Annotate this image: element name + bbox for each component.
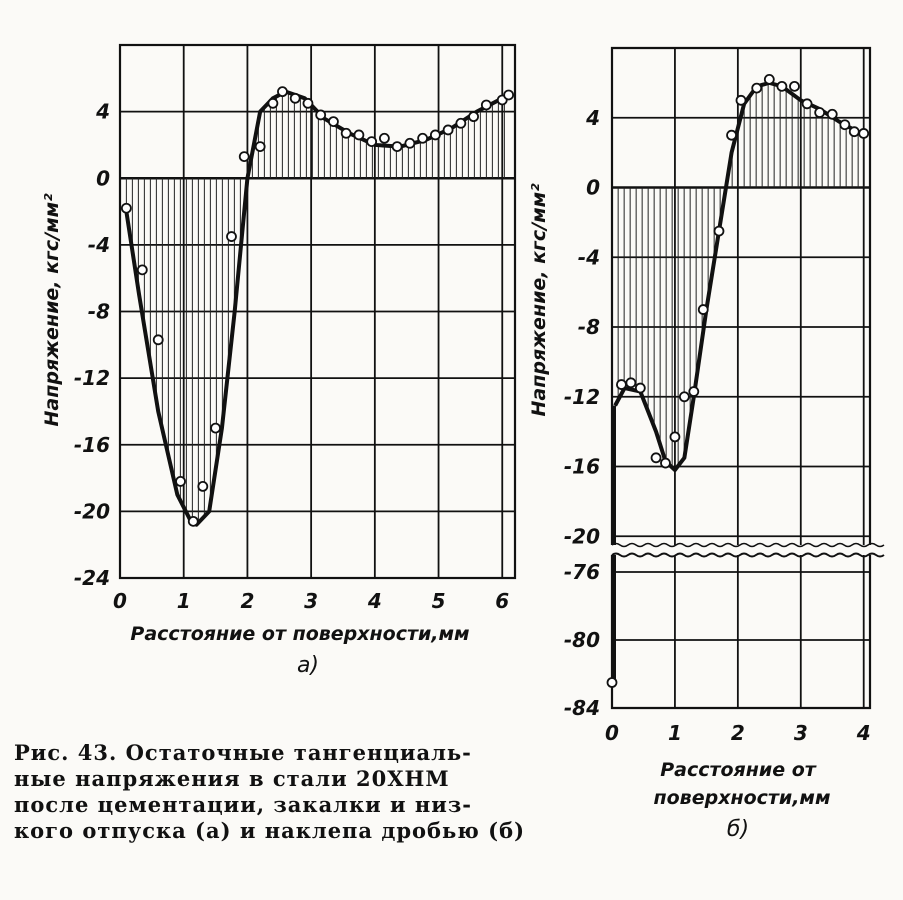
panel-a — [74, 45, 515, 613]
panel-a-xtick: 6 — [495, 589, 510, 613]
panel-b-point — [689, 387, 698, 396]
panel-a-ytick: 4 — [96, 99, 110, 124]
panel-a-xtick: 3 — [304, 589, 319, 613]
caption-line-2: ные напряжения в стали 20ХНМ — [14, 766, 450, 791]
panel-a-ytick: -4 — [87, 232, 110, 257]
panel-a-point — [176, 477, 185, 486]
panel-a-point — [154, 335, 163, 344]
panel-b-ytick-lower: -76 — [563, 560, 600, 584]
panel-a-ylabel: Напряжение, кгс/мм² — [41, 193, 63, 427]
panel-b-point — [727, 131, 736, 140]
panel-a-point — [393, 142, 402, 151]
panel-b-ytick: -20 — [563, 524, 600, 549]
panel-a-point — [367, 137, 376, 146]
panel-b-ytick-lower: -80 — [563, 628, 600, 652]
panel-a-point — [316, 110, 325, 119]
panel-a-point — [431, 130, 440, 139]
panel-a-point — [504, 90, 513, 99]
caption-line-1: Рис. 43. Остаточные тангенциаль- — [14, 740, 472, 765]
panel-a-point — [380, 134, 389, 143]
panel-a-point — [268, 99, 277, 108]
panel-a-xtick: 2 — [240, 589, 255, 613]
panel-a-xtick: 4 — [367, 589, 382, 613]
panel-b-break-line-lower — [612, 554, 884, 557]
panel-b-xtick: 4 — [856, 721, 871, 745]
panel-b-point — [765, 75, 774, 84]
panel-b-point — [670, 432, 679, 441]
panel-b-point — [790, 82, 799, 91]
figure-caption — [14, 740, 554, 844]
panel-a-ytick: -16 — [73, 432, 110, 457]
panel-b-surface-bar — [611, 555, 616, 683]
panel-b-point — [777, 82, 786, 91]
panel-a-ytick: -24 — [73, 566, 110, 590]
panel-a-point — [456, 119, 465, 128]
caption-line-3: после цементации, закалки и низ- — [14, 792, 472, 817]
panel-a-point — [278, 87, 287, 96]
panel-a-point — [240, 152, 249, 161]
panel-a-point — [482, 100, 491, 109]
panel-b-point — [714, 227, 723, 236]
panel-b-ytick-lower: -84 — [563, 696, 600, 720]
panel-a-ytick: -8 — [87, 299, 110, 324]
panel-b-ytick: 0 — [586, 175, 600, 200]
panel-a-xtick: 1 — [176, 589, 191, 613]
panel-b-curve — [615, 83, 867, 470]
panel-a-point — [342, 129, 351, 138]
panel-a-xtick: 0 — [113, 589, 127, 613]
panel-b-xtick: 3 — [793, 721, 808, 745]
panel-a-point — [227, 232, 236, 241]
panel-b-frame-lower — [612, 555, 870, 708]
panel-b-point — [652, 453, 661, 462]
panel-b-xlabel-line1: Расстояние от — [660, 759, 816, 781]
panel-b-xtick: 1 — [667, 721, 682, 745]
panel-a-point — [444, 125, 453, 134]
panel-b-point — [840, 120, 849, 129]
panel-a-point — [405, 139, 414, 148]
panel-a-ytick: -12 — [73, 366, 110, 391]
panel-a-point — [329, 117, 338, 126]
panel-a-ytick: 0 — [96, 166, 110, 191]
panel-b-ytick: -8 — [577, 315, 600, 340]
panel-b-point — [815, 108, 824, 117]
panel-a-point — [256, 142, 265, 151]
panel-a-ytick: -20 — [73, 499, 110, 524]
panel-b-point — [803, 99, 812, 108]
panel-b-point — [828, 110, 837, 119]
panel-b-point — [859, 129, 868, 138]
panel-a-point — [138, 265, 147, 274]
panel-a-point — [418, 134, 427, 143]
panel-b-ylabel: Напряжение, кгс/мм² — [528, 183, 550, 417]
panel-b-point — [617, 380, 626, 389]
panel-b-point — [850, 127, 859, 136]
panel-a-point — [211, 424, 220, 433]
panel-a-xtick: 5 — [431, 589, 446, 613]
panel-b-xtick: 0 — [605, 721, 619, 745]
panel-b-ytick: -16 — [563, 454, 600, 479]
panel-b-sublabel: б) — [726, 817, 750, 842]
caption-line-4: кого отпуска (а) и наклепа дробью (б) — [14, 818, 526, 843]
panel-b-xlabel-line2: поверхности,мм — [653, 787, 831, 809]
panel-b-point — [699, 305, 708, 314]
panel-b-ytick: -4 — [577, 245, 600, 270]
panel-b-point — [626, 378, 635, 387]
panel-b-xtick: 2 — [730, 721, 745, 745]
panel-a-point — [469, 112, 478, 121]
panel-a-point — [189, 517, 198, 526]
panel-b — [564, 48, 884, 745]
panel-a-point — [291, 94, 300, 103]
panel-b-ytick: -12 — [563, 384, 600, 409]
panel-a-point — [354, 130, 363, 139]
panel-a-xlabel: Расстояние от поверхности,мм — [130, 623, 470, 645]
panel-b-point — [636, 384, 645, 393]
panel-b-point — [608, 678, 617, 687]
panel-b-point — [680, 392, 689, 401]
panel-b-ytick: 4 — [586, 105, 600, 130]
panel-b-point — [752, 84, 761, 93]
panel-a-point — [303, 99, 312, 108]
panel-a-sublabel: а) — [296, 653, 320, 678]
panel-a-point — [122, 204, 131, 213]
panel-b-break-line — [612, 544, 884, 547]
panel-b-point — [661, 459, 670, 468]
panel-a-point — [198, 482, 207, 491]
panel-b-point — [737, 96, 746, 105]
